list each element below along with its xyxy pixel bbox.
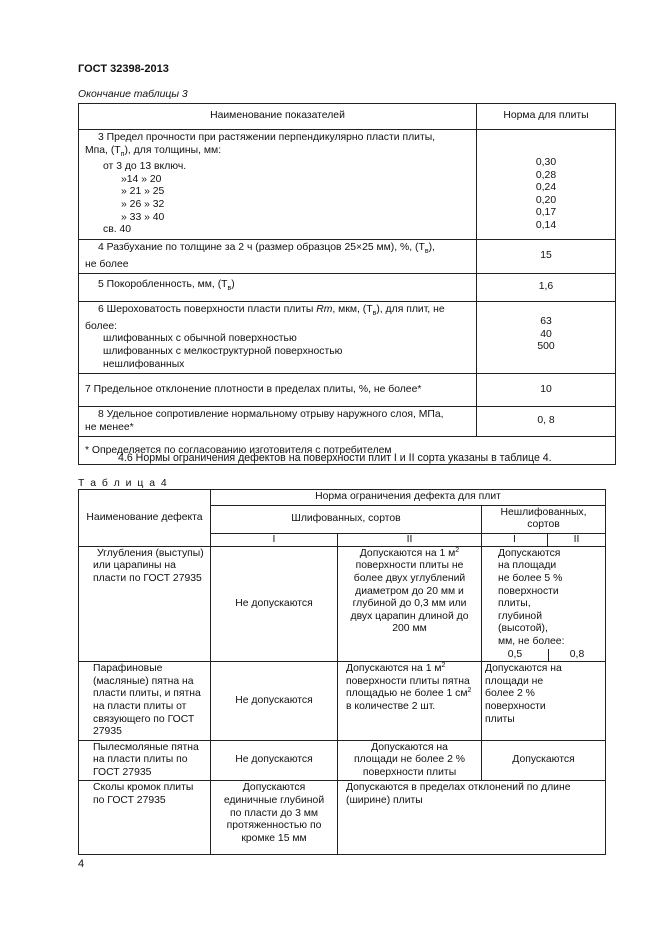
grade-sanded-2: II [338, 533, 482, 546]
row4-label [79, 239, 477, 273]
row4-text: 4 Разбухание по толщине за 2 ч (размер образцов 25×25 мм), %, (Т [98, 241, 425, 253]
row8-label [79, 407, 477, 437]
row2-sanded-2 [338, 662, 482, 741]
row1-unsanded [482, 546, 606, 661]
table3-header-row [79, 104, 616, 130]
row6-item-2: нешлифованных [103, 358, 185, 370]
row1-defect-name: Углубления (выступы) или царапины на пласти по ГОСТ 27935 [79, 546, 211, 661]
table3-row-8 [79, 407, 616, 437]
row2-sanded-1: Не допускаются [211, 662, 338, 741]
row4-sanded-1: Допускаются единичные глубиной по пласти до 3 мм протяженностью по кромке 15 мм [211, 781, 338, 855]
row1-s2-sup: 2 [455, 546, 460, 554]
row8-value: 0, 8 [477, 407, 616, 437]
row2-defect-name: Парафиновые (масляные) пятна на пласти плиты, и пятна на пласти плиты от связующего по ГОСТ 27935 [79, 662, 211, 741]
table4-caption: Т а б л и ц а 4 [78, 478, 169, 489]
table3-col-header-indicator: Наименование показателей [79, 104, 477, 130]
row3-range-2: » 21 » 25 [121, 186, 165, 198]
row3-values [477, 130, 616, 240]
row8-line1: 8 Удельное сопротивление нормальному отрыву наружного слоя, МПа, [98, 409, 444, 421]
row2-s2-text-b: поверхности плиты пятна площадью не более 1 см [346, 675, 470, 700]
row6-text-b: , мкм, (Т [332, 304, 373, 316]
row7-label [79, 374, 477, 407]
row1-sanded-1: Не допускаются [211, 546, 338, 661]
row3-title-2: Мпа, (Т [85, 144, 121, 156]
row3-title-2-end: ), для толщины, мм: [124, 144, 222, 156]
row6-value-0: 63 [540, 316, 552, 328]
row3-value-3: 0,20 [535, 194, 557, 206]
document-code: ГОСТ 32398-2013 [78, 63, 169, 75]
row4-defect-name: Сколы кромок плиты по ГОСТ 27935 [79, 781, 211, 855]
row5-label [79, 274, 477, 302]
row3-range-5: св. 40 [103, 224, 132, 236]
row1-sanded-2 [338, 546, 482, 661]
row3-defect-name: Пылесмоляные пятна на пласти плиты по ГОСТ 27935 [79, 740, 211, 781]
row3-value-2: 0,24 [535, 182, 557, 194]
table4-row-2 [79, 662, 606, 741]
row6-rm: Rm [316, 304, 333, 316]
row7-value: 10 [477, 374, 616, 407]
table3-row-3 [79, 130, 616, 240]
table4-header-sanded: Шлифованных, сортов [211, 505, 482, 533]
table4-header-defect: Наименование дефекта [79, 490, 211, 547]
table3-row-6 [79, 302, 616, 374]
row6-text: 6 Шероховатость поверхности пласти плиты [98, 304, 314, 316]
row3-sanded-2: Допускаются на площади не более 2 % поверхности плиты [338, 740, 482, 781]
table3-row-7 [79, 374, 616, 407]
row2-unsanded: Допускаются на площади не более 2 % поверхности плиты [482, 662, 606, 741]
table4-row-3 [79, 740, 606, 781]
row6-item-1: шлифованных с мелкоструктурной поверхностью [103, 345, 343, 357]
row2-s2-text: Допускаются на 1 м [346, 663, 442, 675]
row3-value-5: 0,14 [535, 219, 557, 231]
grade-unsanded-2: II [548, 533, 606, 546]
row3-value-1: 0,28 [535, 169, 557, 181]
row7-text: 7 Предельное отклонение плотности в пределах плиты, %, не более* [85, 383, 422, 395]
page-number: 4 [78, 858, 85, 870]
row3-title: 3 Предел прочности при растяжении перпендикулярно пласти плиты, [98, 132, 436, 143]
row1-unsanded-values [482, 649, 605, 662]
row8-line2: не менее* [85, 421, 134, 433]
row1-unsanded-2: 0,8 [569, 648, 585, 660]
row5-text: 5 Покоробленность, мм, (Т [98, 279, 228, 291]
row6-value-2: 500 [537, 341, 555, 353]
row3-sanded-1: Не допускаются [211, 740, 338, 781]
row3-value-4: 0,17 [535, 207, 557, 219]
table-4 [78, 489, 606, 855]
row6-text-c: ), для плит, не [376, 304, 445, 316]
row1-unsanded-1: 0,5 [482, 649, 549, 662]
row3-label [79, 130, 477, 240]
row1-s2-text: Допускаются на 1 м [359, 547, 456, 559]
row3-range-1: »14 » 20 [121, 173, 162, 185]
row4-value: 15 [477, 239, 616, 273]
row1-s2-text-b: поверхности плиты не более двух углублений диаметром до 20 мм и глубиной до 0,3 мм или двух царапин длиной до 200 мм [350, 560, 469, 635]
row3-value-0: 0,30 [535, 157, 557, 168]
table4-header-unsanded: Нешлифованных, сортов [482, 505, 606, 533]
table3-row-5 [79, 274, 616, 302]
table4-row-1 [79, 546, 606, 661]
table-3 [78, 103, 616, 465]
grade-unsanded-1: I [482, 533, 548, 546]
row3-unsanded: Допускаются [482, 740, 606, 781]
paragraph-4-6: 4.6 Нормы ограничения дефектов на поверхности плит I и II сорта указаны в таблице 4. [118, 452, 552, 464]
row5-value: 1,6 [477, 274, 616, 302]
table3-row-4 [79, 239, 616, 273]
row6-item-0: шлифованных с обычной поверхностью [103, 333, 297, 345]
table4-row-4 [79, 781, 606, 855]
row6-line2: более: [85, 320, 118, 332]
row3-range-4: » 33 » 40 [121, 211, 165, 223]
table3-caption: Окончание таблицы 3 [78, 89, 188, 100]
table3-footnote: * Определяется по согласованию изготовителя с потребителем [79, 437, 616, 465]
row4-text-end: ), [428, 241, 435, 253]
row5-text-end: ) [231, 279, 235, 291]
table4-header-row-1 [79, 490, 606, 506]
row3-range-3: » 26 » 32 [121, 199, 165, 211]
row4-sub: в [424, 247, 429, 255]
row1-unsanded-text: Допускаются на площади не более 5 % поверхности плиты, глубиной (высотой), мм, не более: [498, 547, 565, 647]
row5-sub: в [227, 285, 232, 293]
row6-sub: в [372, 310, 377, 318]
row6-values [477, 302, 616, 374]
table3-col-header-norm: Норма для плиты [477, 104, 616, 130]
row6-value-1: 40 [540, 328, 552, 340]
row2-s2-sup: 2 [441, 662, 446, 670]
table4-header-norm: Норма ограничения дефекта для плит [211, 490, 606, 506]
row4-line2: не более [85, 258, 129, 270]
row4-merged: Допускаются в пределах отклонений по длине (ширине) плиты [338, 781, 606, 855]
row3-range-0: от 3 до 13 включ. [103, 161, 187, 173]
row2-s2-sup2: 2 [467, 687, 472, 695]
row6-label [79, 302, 477, 374]
grade-sanded-1: I [211, 533, 338, 546]
row2-s2-text-c: в количестве 2 шт. [346, 700, 436, 712]
row3-sub: п [120, 150, 125, 158]
